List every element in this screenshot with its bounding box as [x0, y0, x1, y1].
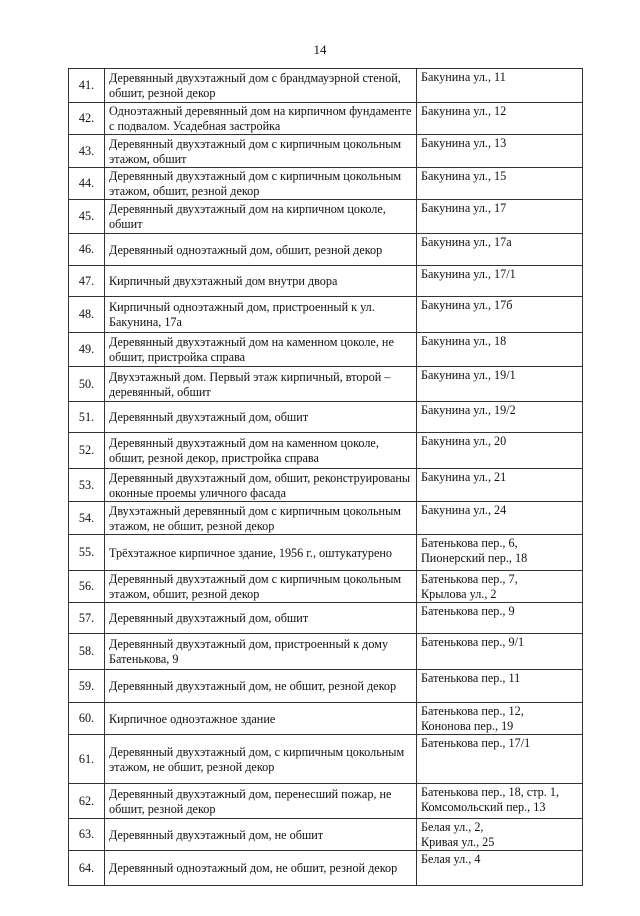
row-number: 44.: [69, 168, 105, 200]
row-number: 56.: [69, 571, 105, 603]
building-address: Бакунина ул., 17а: [417, 234, 583, 266]
building-address: Батенькова пер., 9/1: [417, 634, 583, 670]
building-address: Батенькова пер., 11: [417, 670, 583, 703]
table-row: [69, 670, 583, 703]
building-description: Деревянный двухэтажный дом, обшит: [105, 603, 417, 634]
row-number: 46.: [69, 234, 105, 266]
building-address: Батенькова пер., 6, Пионерский пер., 18: [417, 535, 583, 571]
table-row: [69, 502, 583, 535]
building-description: Деревянный двухэтажный дом, не обшит: [105, 819, 417, 851]
table-row: [69, 135, 583, 168]
row-number: 54.: [69, 502, 105, 535]
building-address: Батенькова пер., 12, Кононова пер., 19: [417, 703, 583, 735]
building-description: Кирпичный двухэтажный дом внутри двора: [105, 266, 417, 297]
row-number: 57.: [69, 603, 105, 634]
building-address: Батенькова пер., 9: [417, 603, 583, 634]
building-address: Бакунина ул., 19/1: [417, 367, 583, 402]
building-description: Кирпичный одноэтажный дом, пристроенный к ул. Бакунина, 17а: [105, 297, 417, 333]
table-row: [69, 234, 583, 266]
building-description: Деревянный двухэтажный дом с брандмауэрной стеной, обшит, резной декор: [105, 69, 417, 103]
page-number: 14: [313, 42, 327, 57]
building-address: Белая ул., 2, Кривая ул., 25: [417, 819, 583, 851]
buildings-table: [68, 68, 583, 886]
table-row: [69, 402, 583, 433]
building-description: Деревянный двухэтажный дом с кирпичным цокольным этажом, обшит: [105, 135, 417, 168]
building-address: Бакунина ул., 17: [417, 200, 583, 234]
building-description: Деревянный одноэтажный дом, обшит, резной декор: [105, 234, 417, 266]
row-number: 61.: [69, 735, 105, 784]
building-address: Бакунина ул., 18: [417, 333, 583, 367]
building-description: Деревянный одноэтажный дом, не обшит, резной декор: [105, 851, 417, 886]
row-number: 60.: [69, 703, 105, 735]
row-number: 45.: [69, 200, 105, 234]
table-row: [69, 266, 583, 297]
building-address: Бакунина ул., 17б: [417, 297, 583, 333]
row-number: 58.: [69, 634, 105, 670]
building-description: Деревянный двухэтажный дом, обшит: [105, 402, 417, 433]
row-number: 47.: [69, 266, 105, 297]
building-description: Деревянный двухэтажный дом, не обшит, резной декор: [105, 670, 417, 703]
building-description: Одноэтажный деревянный дом на кирпичном фундаменте с подвалом. Усадебная застройка: [105, 103, 417, 135]
building-description: Деревянный двухэтажный дом на каменном цоколе, не обшит, пристройка справа: [105, 333, 417, 367]
building-address: Белая ул., 4: [417, 851, 583, 886]
building-description: Трёхэтажное кирпичное здание, 1956 г., оштукатурено: [105, 535, 417, 571]
row-number: 49.: [69, 333, 105, 367]
table-row: [69, 819, 583, 851]
table-row: [69, 200, 583, 234]
row-number: 63.: [69, 819, 105, 851]
row-number: 48.: [69, 297, 105, 333]
row-number: 51.: [69, 402, 105, 433]
building-description: Двухэтажный дом. Первый этаж кирпичный, второй – деревянный, обшит: [105, 367, 417, 402]
building-description: Деревянный двухэтажный дом с кирпичным цокольным этажом, обшит, резной декор: [105, 571, 417, 603]
building-address: Батенькова пер., 18, стр. 1, Комсомольский пер., 13: [417, 784, 583, 819]
building-description: Деревянный двухэтажный дом, с кирпичным цокольным этажом, не обшит, резной декор: [105, 735, 417, 784]
building-description: Деревянный двухэтажный дом на кирпичном цоколе, обшит: [105, 200, 417, 234]
row-number: 53.: [69, 469, 105, 502]
table-row: [69, 367, 583, 402]
building-address: Бакунина ул., 17/1: [417, 266, 583, 297]
building-description: Деревянный двухэтажный дом на каменном цоколе, обшит, резной декор, пристройка справа: [105, 433, 417, 469]
table-body: [69, 69, 583, 886]
row-number: 50.: [69, 367, 105, 402]
building-address: Батенькова пер., 7, Крылова ул., 2: [417, 571, 583, 603]
row-number: 52.: [69, 433, 105, 469]
row-number: 41.: [69, 69, 105, 103]
building-address: Бакунина ул., 15: [417, 168, 583, 200]
table-row: [69, 851, 583, 886]
table-row: [69, 784, 583, 819]
table-row: [69, 535, 583, 571]
building-address: Батенькова пер., 17/1: [417, 735, 583, 784]
building-address: Бакунина ул., 24: [417, 502, 583, 535]
building-address: Бакунина ул., 19/2: [417, 402, 583, 433]
row-number: 42.: [69, 103, 105, 135]
table-row: [69, 735, 583, 784]
building-address: Бакунина ул., 12: [417, 103, 583, 135]
building-description: Деревянный двухэтажный дом, перенесший пожар, не обшит, резной декор: [105, 784, 417, 819]
table-row: [69, 634, 583, 670]
row-number: 43.: [69, 135, 105, 168]
building-address: Бакунина ул., 11: [417, 69, 583, 103]
row-number: 62.: [69, 784, 105, 819]
table-row: [69, 103, 583, 135]
row-number: 55.: [69, 535, 105, 571]
building-description: Кирпичное одноэтажное здание: [105, 703, 417, 735]
table-row: [69, 433, 583, 469]
table-row: [69, 703, 583, 735]
table-row: [69, 297, 583, 333]
table-row: [69, 603, 583, 634]
table-row: [69, 69, 583, 103]
table-row: [69, 571, 583, 603]
building-description: Двухэтажный деревянный дом с кирпичным цокольным этажом, не обшит, резной декор: [105, 502, 417, 535]
row-number: 64.: [69, 851, 105, 886]
building-description: Деревянный двухэтажный дом, пристроенный к дому Батенькова, 9: [105, 634, 417, 670]
row-number: 59.: [69, 670, 105, 703]
building-address: Бакунина ул., 20: [417, 433, 583, 469]
table-row: [69, 333, 583, 367]
building-description: Деревянный двухэтажный дом, обшит, реконструированы оконные проемы уличного фасада: [105, 469, 417, 502]
building-address: Бакунина ул., 21: [417, 469, 583, 502]
table-row: [69, 469, 583, 502]
building-description: Деревянный двухэтажный дом с кирпичным цокольным этажом, обшит, резной декор: [105, 168, 417, 200]
table-row: [69, 168, 583, 200]
building-address: Бакунина ул., 13: [417, 135, 583, 168]
